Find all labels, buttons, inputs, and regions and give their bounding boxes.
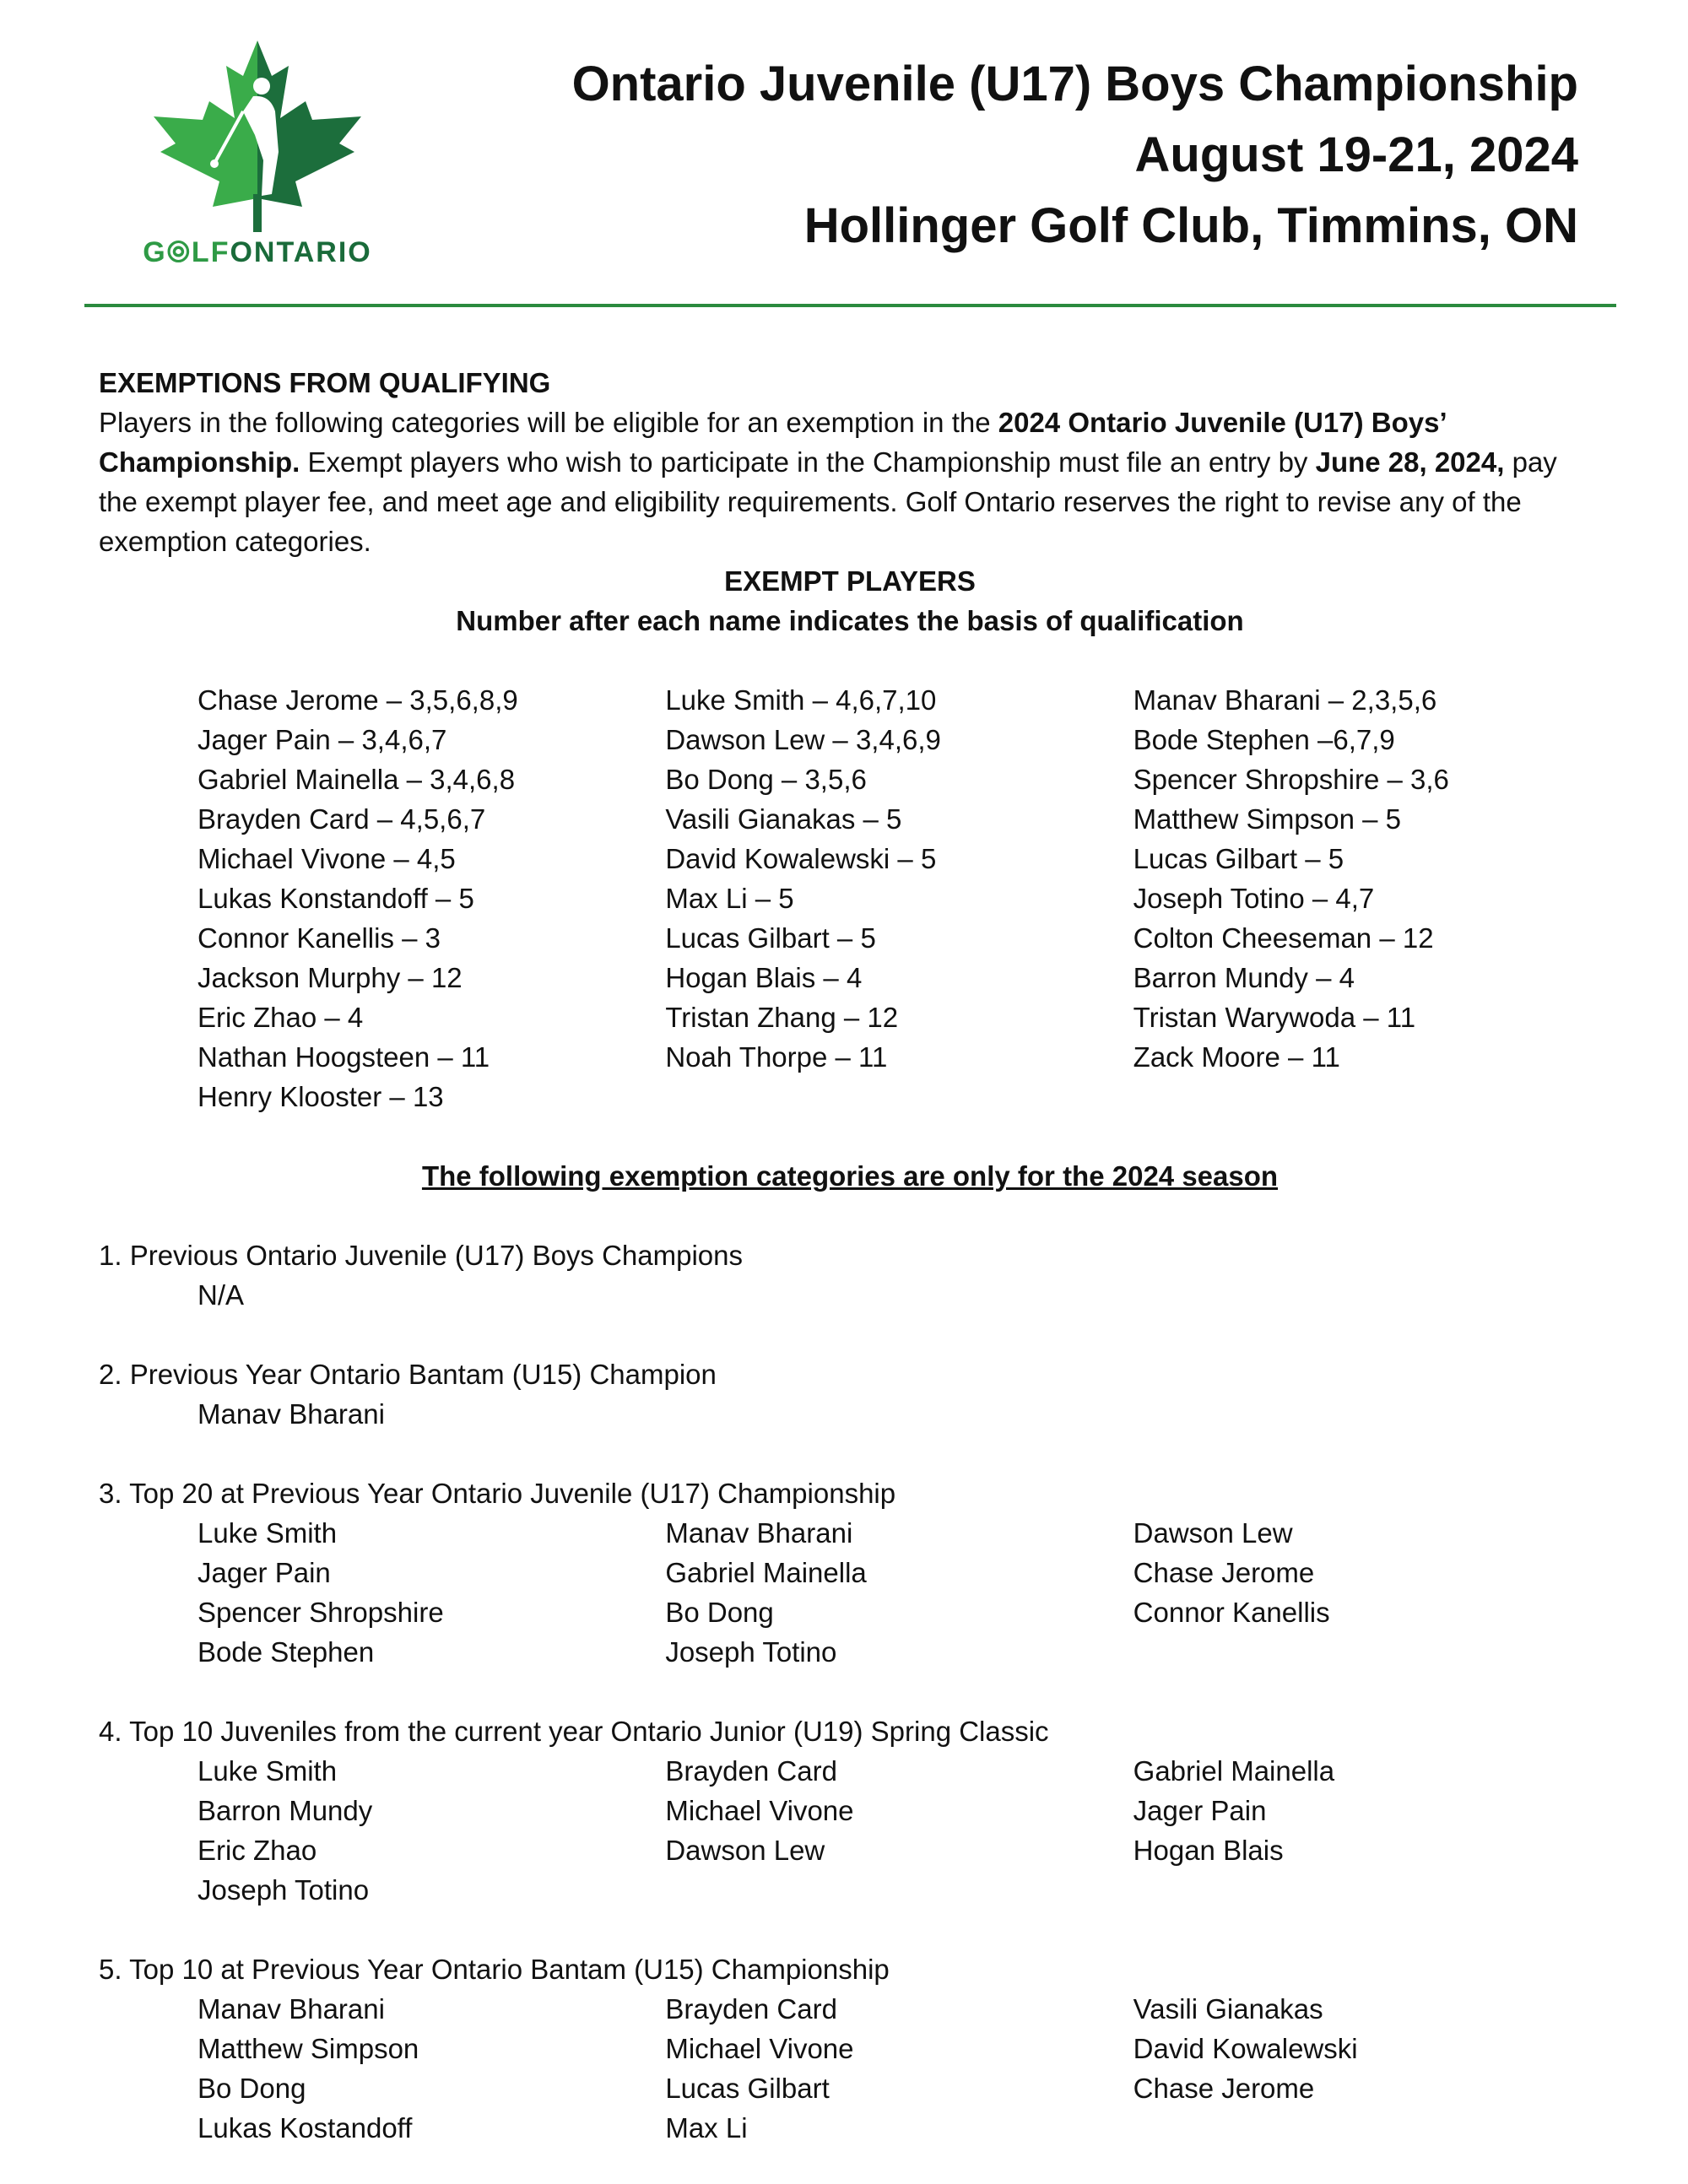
list-item: Lukas Konstandoff – 5 bbox=[197, 883, 474, 914]
page-title bbox=[572, 49, 1578, 262]
list-item: Gabriel Mainella – 3,4,6,8 bbox=[197, 764, 516, 795]
list-item: Manav Bharani – 2,3,5,6 bbox=[1133, 684, 1437, 716]
maple-leaf-golfer-icon bbox=[135, 34, 380, 236]
list-item: Luke Smith bbox=[197, 1517, 338, 1549]
category-2-title: 2. Previous Year Ontario Bantam (U15) Champion bbox=[99, 1359, 717, 1390]
list-item: Eric Zhao – 4 bbox=[197, 1002, 364, 1033]
list-item: Tristan Warywoda – 11 bbox=[1133, 1002, 1416, 1033]
list-item: Connor Kanellis – 3 bbox=[197, 922, 441, 954]
list-item: Bo Dong – 3,5,6 bbox=[665, 764, 867, 795]
list-item: Matthew Simpson – 5 bbox=[1133, 803, 1401, 835]
list-item: Luke Smith – 4,6,7,10 bbox=[665, 684, 937, 716]
list-item: Brayden Card bbox=[665, 1993, 837, 2025]
list-item: Eric Zhao bbox=[197, 1835, 317, 1866]
list-item: Michael Vivone bbox=[665, 2033, 854, 2064]
list-item: Spencer Shropshire – 3,6 bbox=[1133, 764, 1449, 795]
list-item: Bode Stephen bbox=[197, 1636, 375, 1668]
category-2-value: Manav Bharani bbox=[197, 1398, 385, 1430]
list-item: Dawson Lew – 3,4,6,9 bbox=[665, 724, 941, 755]
category-4-title: 4. Top 10 Juveniles from the current year Ontario Junior (U19) Spring Classic bbox=[99, 1716, 1049, 1747]
exempt-players-subtitle: Number after each name indicates the basis of qualification bbox=[456, 605, 1244, 636]
golf-ontario-logo bbox=[118, 34, 388, 278]
list-item: Brayden Card bbox=[665, 1755, 837, 1787]
list-item: Joseph Totino bbox=[197, 1874, 370, 1906]
list-item: Colton Cheeseman – 12 bbox=[1133, 922, 1434, 954]
list-item: Nathan Hoogsteen – 11 bbox=[197, 1041, 490, 1073]
list-item: Manav Bharani bbox=[197, 1993, 385, 2025]
list-item: David Kowalewski bbox=[1133, 2033, 1358, 2064]
category-5-col-3 bbox=[1133, 1989, 1601, 2148]
exemptions-intro: Players in the following categories will be eligible for an exemption in the 2024 Ontario Juvenile (U17) Boys’ Championship. Exempt players who wish to participate in the Championship must file an entry by June 28, 2024, pay the exempt player fee, and meet age and eligibility requirements. Golf Ontario reserves the right to revise any of the exemption categories. bbox=[99, 407, 1557, 557]
list-item: Matthew Simpson bbox=[197, 2033, 419, 2064]
list-item: Noah Thorpe – 11 bbox=[665, 1041, 888, 1073]
list-item: Barron Mundy bbox=[197, 1795, 373, 1826]
logo-wordmark: G⦾LFONTARIO bbox=[143, 236, 372, 268]
list-item: Hogan Blais – 4 bbox=[665, 962, 863, 993]
list-item: Chase Jerome bbox=[1133, 1557, 1315, 1588]
category-1-value: N/A bbox=[197, 1279, 245, 1311]
title-dates: August 19-21, 2024 bbox=[1134, 127, 1578, 182]
document-body bbox=[99, 363, 1601, 2148]
list-item: Jager Pain bbox=[1133, 1795, 1267, 1826]
list-item: Michael Vivone bbox=[665, 1795, 854, 1826]
category-5-title: 5. Top 10 at Previous Year Ontario Bantam (U15) Championship bbox=[99, 1954, 890, 1985]
list-item: Bo Dong bbox=[197, 2073, 306, 2104]
category-4-col-1 bbox=[197, 1751, 665, 1910]
list-item: Max Li – 5 bbox=[665, 883, 794, 914]
category-3-col-2 bbox=[665, 1513, 1133, 1672]
category-5-col-1 bbox=[197, 1989, 665, 2148]
category-5-col-2 bbox=[665, 1989, 1133, 2148]
list-item: Gabriel Mainella bbox=[665, 1557, 867, 1588]
category-4-col-3 bbox=[1133, 1751, 1601, 1910]
category-1-title: 1. Previous Ontario Juvenile (U17) Boys Champions bbox=[99, 1240, 744, 1271]
title-championship: Ontario Juvenile (U17) Boys Championship bbox=[571, 57, 1578, 111]
list-item: Vasili Gianakas – 5 bbox=[665, 803, 902, 835]
list-item: Brayden Card – 4,5,6,7 bbox=[197, 803, 486, 835]
list-item: Michael Vivone – 4,5 bbox=[197, 843, 456, 874]
list-item: Lucas Gilbart bbox=[665, 2073, 830, 2104]
season-note: The following exemption categories are only for the 2024 season bbox=[421, 1160, 1279, 1192]
list-item: Connor Kanellis bbox=[1133, 1597, 1330, 1628]
list-item: Gabriel Mainella bbox=[1133, 1755, 1335, 1787]
exempt-col-1 bbox=[197, 680, 665, 1116]
list-item: Dawson Lew bbox=[665, 1835, 825, 1866]
list-item: Joseph Totino – 4,7 bbox=[1133, 883, 1375, 914]
list-item: Jager Pain – 3,4,6,7 bbox=[197, 724, 447, 755]
category-4-list bbox=[99, 1751, 1601, 1910]
list-item: Vasili Gianakas bbox=[1133, 1993, 1323, 2025]
category-3-col-1 bbox=[197, 1513, 665, 1672]
list-item: Manav Bharani bbox=[665, 1517, 853, 1549]
list-item: Bo Dong bbox=[665, 1597, 774, 1628]
category-3-title: 3. Top 20 at Previous Year Ontario Juvenile (U17) Championship bbox=[99, 1478, 896, 1509]
exempt-col-3 bbox=[1133, 680, 1601, 1116]
list-item: Jackson Murphy – 12 bbox=[197, 962, 463, 993]
list-item: Chase Jerome – 3,5,6,8,9 bbox=[197, 684, 518, 716]
list-item: Zack Moore – 11 bbox=[1133, 1041, 1340, 1073]
category-3-col-3 bbox=[1133, 1513, 1601, 1672]
list-item: Luke Smith bbox=[197, 1755, 338, 1787]
exempt-players-list bbox=[99, 680, 1601, 1116]
list-item: Lucas Gilbart – 5 bbox=[1133, 843, 1344, 874]
exempt-players-title: EXEMPT PLAYERS bbox=[724, 565, 976, 597]
exemptions-heading: EXEMPTIONS FROM QUALIFYING bbox=[99, 367, 551, 398]
list-item: Hogan Blais bbox=[1133, 1835, 1284, 1866]
list-item: Barron Mundy – 4 bbox=[1133, 962, 1355, 993]
list-item: David Kowalewski – 5 bbox=[665, 843, 937, 874]
list-item: Chase Jerome bbox=[1133, 2073, 1315, 2104]
list-item: Spencer Shropshire bbox=[197, 1597, 444, 1628]
list-item: Joseph Totino bbox=[665, 1636, 837, 1668]
header-divider bbox=[84, 304, 1616, 307]
list-item: Bode Stephen –6,7,9 bbox=[1133, 724, 1395, 755]
list-item: Tristan Zhang – 12 bbox=[665, 1002, 899, 1033]
title-venue: Hollinger Golf Club, Timmins, ON bbox=[803, 198, 1578, 253]
category-4-col-2 bbox=[665, 1751, 1133, 1910]
list-item: Lucas Gilbart – 5 bbox=[665, 922, 876, 954]
list-item: Jager Pain bbox=[197, 1557, 331, 1588]
exempt-col-2 bbox=[665, 680, 1133, 1116]
list-item: Max Li bbox=[665, 2112, 748, 2143]
list-item: Henry Klooster – 13 bbox=[197, 1081, 444, 1112]
list-item: Dawson Lew bbox=[1133, 1517, 1293, 1549]
category-3-list bbox=[99, 1513, 1601, 1672]
list-item: Lukas Kostandoff bbox=[197, 2112, 413, 2143]
category-5-list bbox=[99, 1989, 1601, 2148]
